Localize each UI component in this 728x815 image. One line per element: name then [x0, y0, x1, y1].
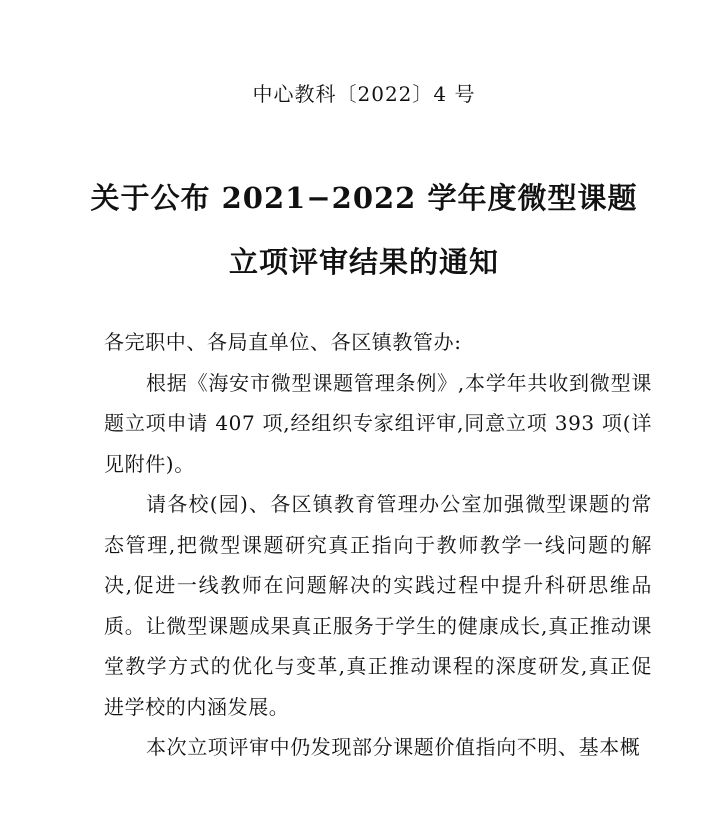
- paragraph-approval-summary: 根据《海安市微型课题管理条例》,本学年共收到微型课题立项申请 407 项,经组织专家组评审,同意立项 393 项(详见附件)。: [104, 370, 652, 476]
- document-number: 中心教科〔2022〕4 号: [252, 82, 476, 106]
- document-title-line-2: 立项评审结果的通知: [228, 245, 499, 279]
- salutation: 各完职中、各局直单位、各区镇教管办:: [104, 330, 462, 354]
- paragraph-management-requirements: 请各校(园)、各区镇教育管理办公室加强微型课题的常态管理,把微型课题研究真正指向于教师教学一线问题的解决,促进一线教师在问题解决的实践过程中提升科研思维品质。让微型课题成果真正服务于学生的健康成长,真正推动课堂教学方式的优化与变革,真正推动课程的深度研发,真正促进学校的内涵发展。: [104, 492, 652, 719]
- document-title-line-1: 关于公布 2021−2022 学年度微型课题: [90, 181, 638, 215]
- paragraph-review-issues: 本次立项评审中仍发现部分课题价值指向不明、基本概: [146, 735, 641, 759]
- document-body: [104, 322, 652, 768]
